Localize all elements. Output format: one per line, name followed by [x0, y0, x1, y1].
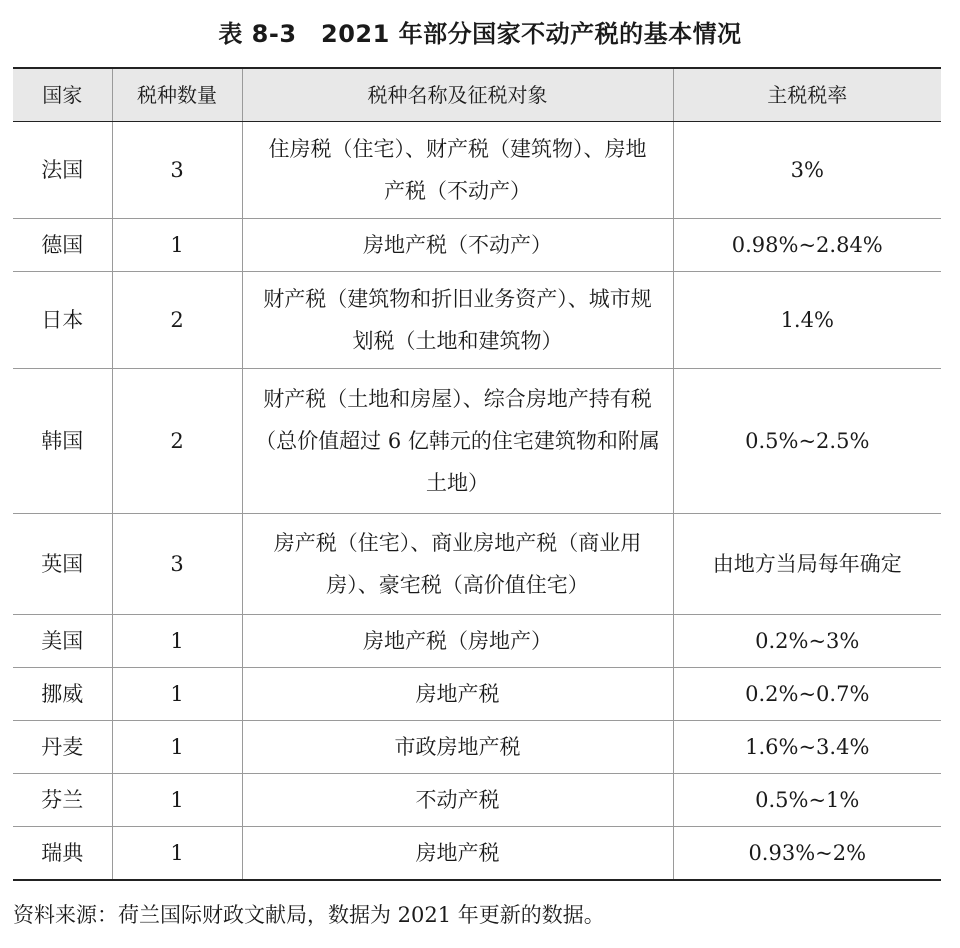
table-row: [13, 219, 941, 272]
cell-taxes: 住房税（住宅）、财产税（建筑物）、房地产税（不动产）: [242, 122, 673, 219]
cell-count: 2: [112, 272, 242, 369]
cell-rate: 0.98%~2.84%: [673, 219, 941, 272]
table-row: [13, 774, 941, 827]
table-row: [13, 615, 941, 668]
cell-taxes: 市政房地产税: [242, 721, 673, 774]
cell-country: 法国: [13, 122, 112, 219]
cell-count: 3: [112, 122, 242, 219]
table-row: [13, 668, 941, 721]
cell-country: 瑞典: [13, 827, 112, 881]
cell-country: 芬兰: [13, 774, 112, 827]
cell-rate: 0.93%~2%: [673, 827, 941, 881]
cell-country: 德国: [13, 219, 112, 272]
cell-taxes: 房地产税（房地产）: [242, 615, 673, 668]
cell-taxes: 房地产税: [242, 668, 673, 721]
header-country: 国家: [13, 68, 112, 122]
table-row: [13, 514, 941, 615]
cell-taxes: 房地产税: [242, 827, 673, 881]
cell-rate: 3%: [673, 122, 941, 219]
cell-taxes: 不动产税: [242, 774, 673, 827]
header-tax-count: 税种数量: [112, 68, 242, 122]
header-tax-names: 税种名称及征税对象: [242, 68, 673, 122]
cell-taxes: 财产税（土地和房屋）、综合房地产持有税（总价值超过 6 亿韩元的住宅建筑物和附属土地）: [242, 369, 673, 514]
cell-country: 挪威: [13, 668, 112, 721]
cell-taxes: 财产税（建筑物和折旧业务资产）、城市规划税（土地和建筑物）: [242, 272, 673, 369]
cell-country: 美国: [13, 615, 112, 668]
cell-count: 1: [112, 615, 242, 668]
cell-count: 3: [112, 514, 242, 615]
cell-rate: 1.4%: [673, 272, 941, 369]
cell-taxes: 房产税（住宅）、商业房地产税（商业用房）、豪宅税（高价值住宅）: [242, 514, 673, 615]
cell-count: 1: [112, 774, 242, 827]
cell-rate: 0.2%~0.7%: [673, 668, 941, 721]
cell-count: 1: [112, 721, 242, 774]
cell-rate: 由地方当局每年确定: [673, 514, 941, 615]
cell-rate: 1.6%~3.4%: [673, 721, 941, 774]
table-row: [13, 721, 941, 774]
cell-count: 1: [112, 827, 242, 881]
cell-country: 丹麦: [13, 721, 112, 774]
table-row: [13, 122, 941, 219]
header-main-rate: 主税税率: [673, 68, 941, 122]
table-row: [13, 369, 941, 514]
cell-rate: 0.5%~1%: [673, 774, 941, 827]
cell-taxes: 房地产税（不动产）: [242, 219, 673, 272]
cell-country: 日本: [13, 272, 112, 369]
cell-rate: 0.2%~3%: [673, 615, 941, 668]
cell-country: 英国: [13, 514, 112, 615]
cell-count: 1: [112, 219, 242, 272]
source-note: 资料来源：荷兰国际财政文献局，数据为 2021 年更新的数据。: [13, 903, 605, 927]
table-row: [13, 272, 941, 369]
property-tax-table: [13, 67, 941, 881]
cell-count: 2: [112, 369, 242, 514]
table-row: [13, 827, 941, 881]
cell-rate: 0.5%~2.5%: [673, 369, 941, 514]
table-title: 表 8-3 2021 年部分国家不动产税的基本情况: [218, 20, 742, 48]
cell-count: 1: [112, 668, 242, 721]
table-header-row: [13, 68, 941, 122]
cell-country: 韩国: [13, 369, 112, 514]
